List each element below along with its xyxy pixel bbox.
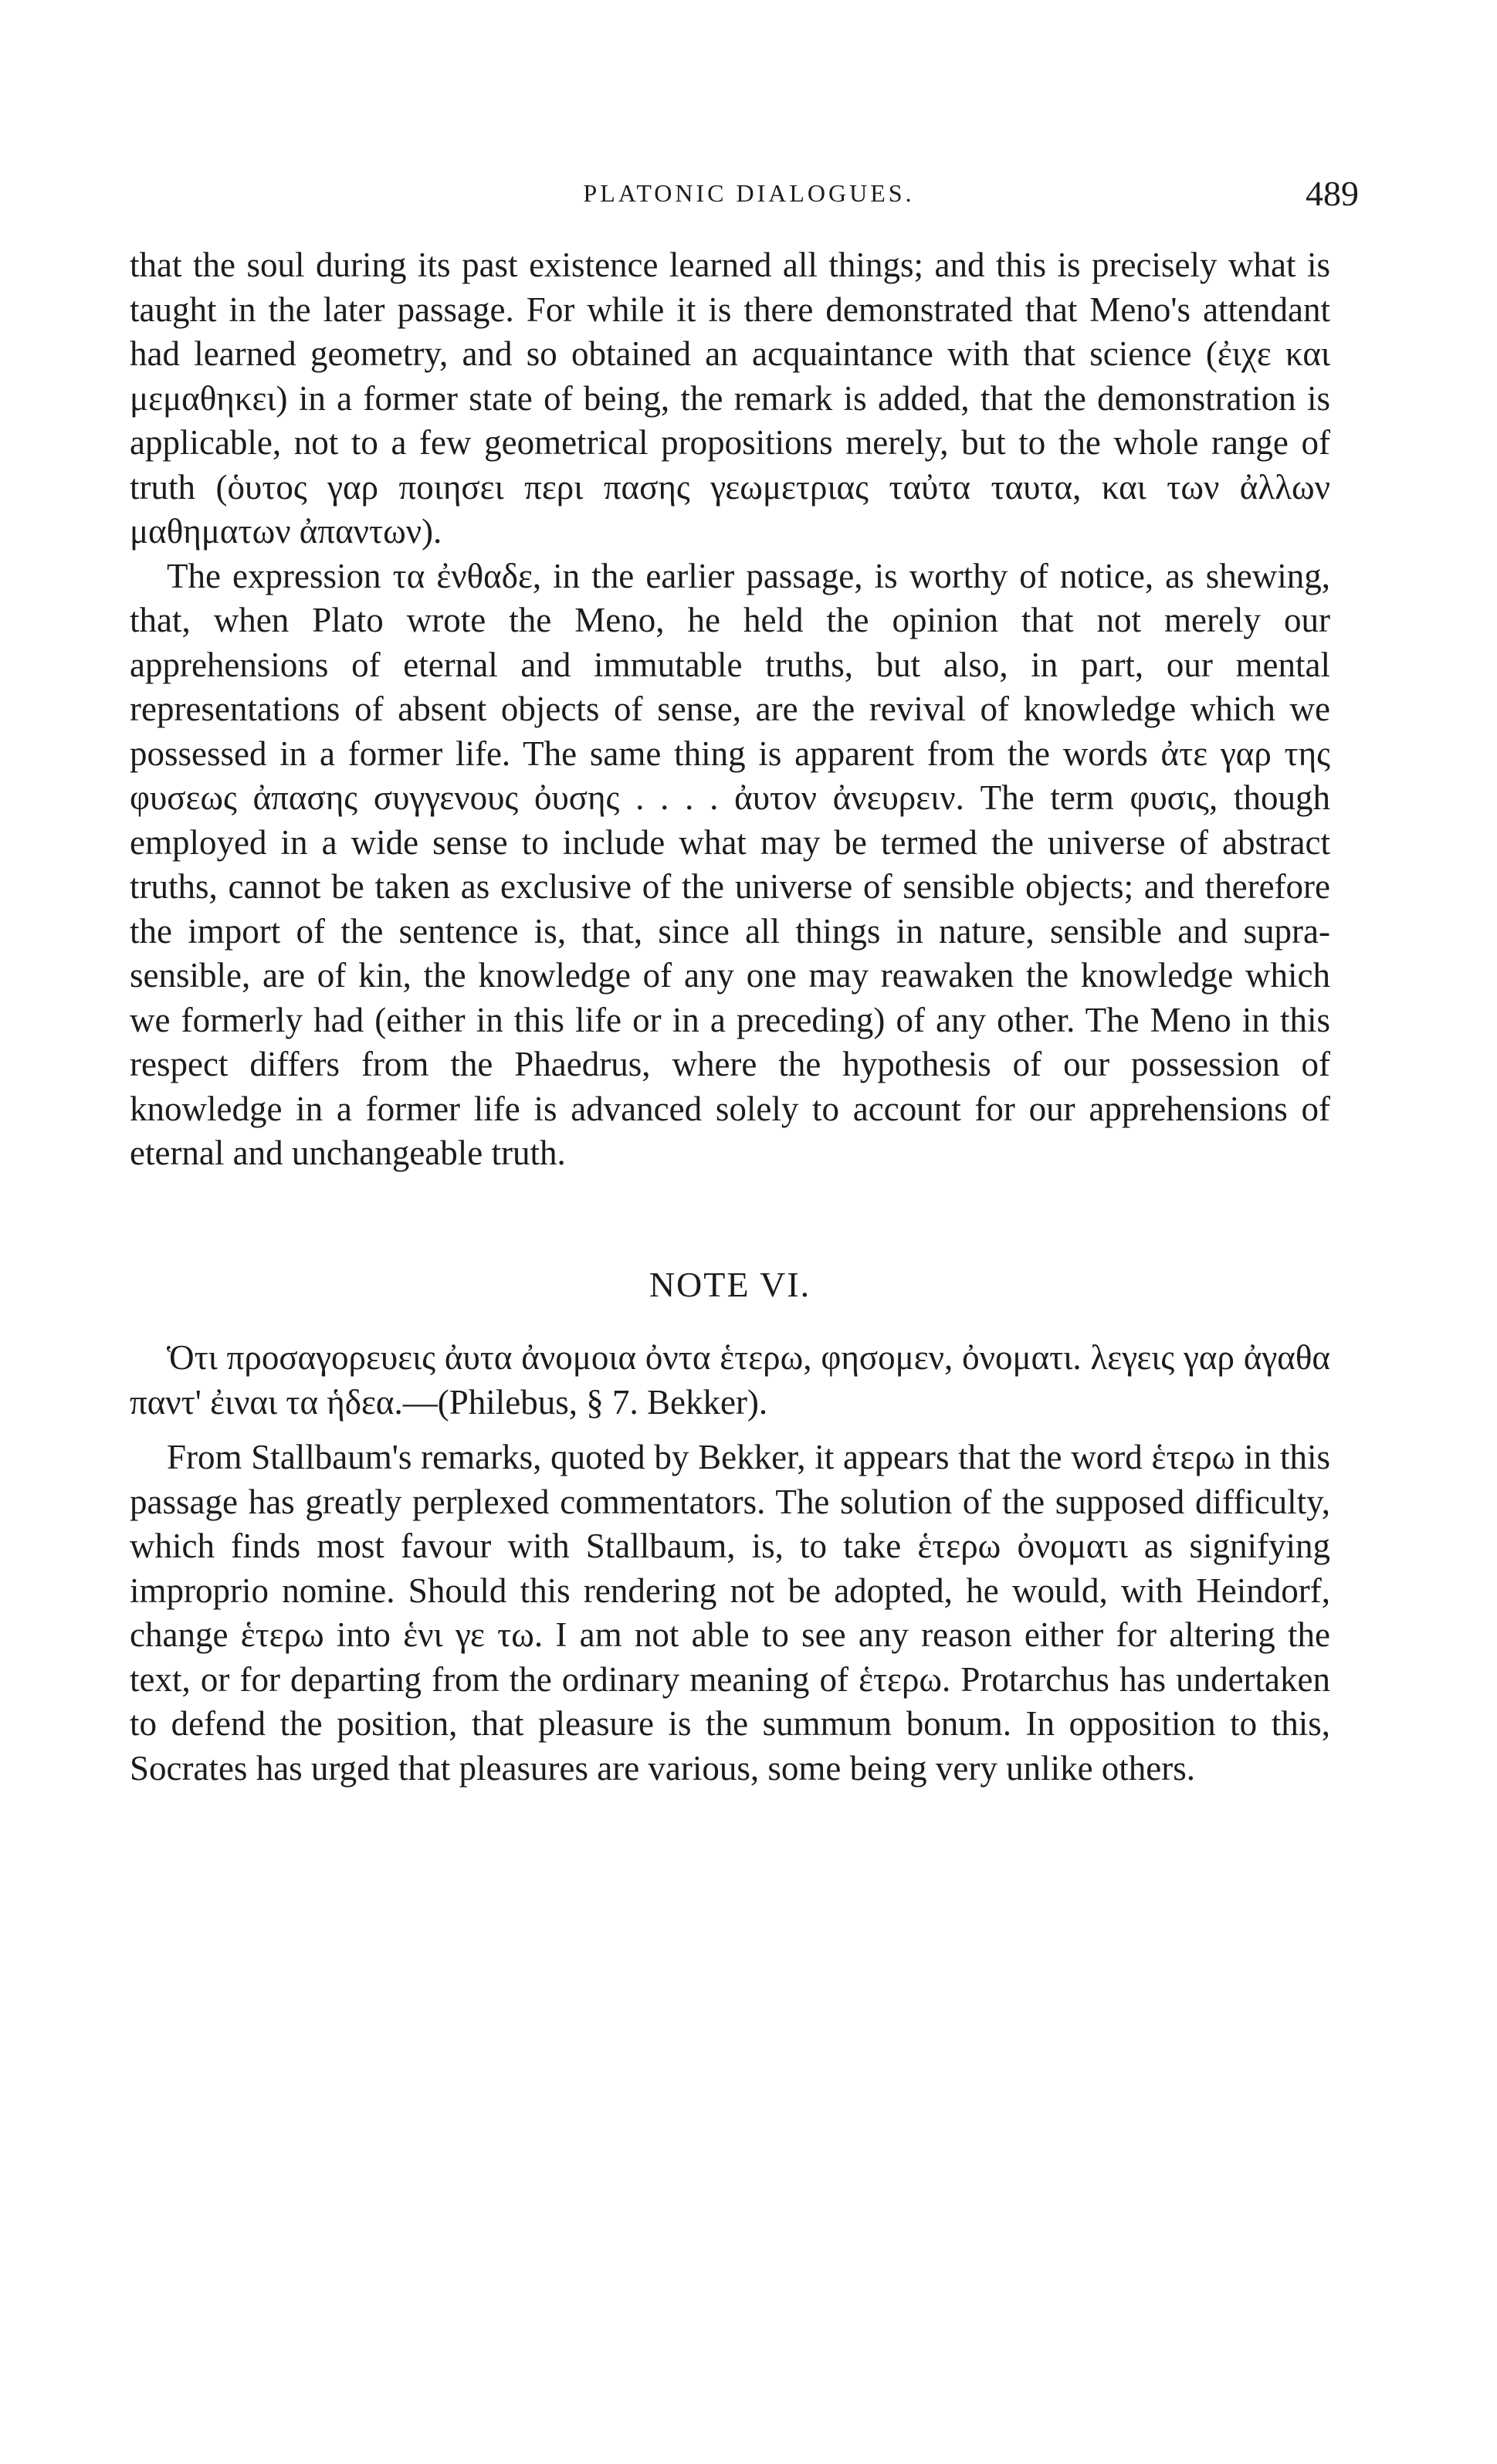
paragraph-2: The expression τα ἐνθαδε, in the earlier passage, is worthy of notice, as shewing, that, when Plato wrote the Meno, he held the opinion that not merely our apprehensions of eternal and immutable truths, but also, in part, our mental representations of absent objects of sense, are the revival of knowledge which we possessed in a former life. The same thing is apparent from the words ἀτε γαρ της φυσεως ἀπασης συγγενους ὀυσης . . . . ἀυτον ἀνευρειν. The term φυσις, though employed in a wide sense to include what may be termed the universe of abstract truths, cannot be taken as exclusive of the universe of sensible objects; and therefore the import of the sentence is, that, since all things in nature, sensible and supra-sensible, are of kin, the knowledge of any one may reawaken the knowledge which we formerly had (either in this life or in a preceding) of any other. The Meno in this respect differs from the Phaedrus, where the hypothesis of our possession of knowledge in a former life is advanced solely to account for our apprehensions of eternal and unchangeable truth. (130, 556, 1330, 1172)
note-epigraph: Ὁτι προσαγορευεις ἀυτα ἀνομοια ὀντα ἑτερω, φησομεν, ὀνοματι. λεγεις γαρ ἀγαθα παντ' ἐιναι τα ἡδεα.—(Philebus, § 7. Bekker). (130, 1338, 1330, 1422)
page-header (131, 176, 1367, 222)
running-head: PLATONIC DIALOGUES. (583, 179, 915, 207)
note-title: NOTE VI. (649, 1264, 811, 1304)
paragraph-1: that the soul during its past existence learned all things; and this is precisely what is taught in the later passage. For while it is there demonstrated that Meno's attendant had learned geometry, and so obtained an acquaintance with that science (ἐιχε και μεμαθηκει) in a former state of being, the remark is added, that the demonstration is applicable, not to a few geometrical propositions merely, but to the whole range of truth (ὁυτος γαρ ποιησει περι πασης γεωμετριας ταὐτα ταυτα, και των ἀλλων μαθηματων ἀπαντων). (130, 246, 1330, 551)
note-body: From Stallbaum's remarks, quoted by Bekker, it appears that the word ἑτερω in this passage has greatly perplexed commentators. The solution of the supposed difficulty, which finds most favour with Stallbaum, is, to take ἑτερω ὀνοματι as signifying improprio nomine. Should this rendering not be adopted, he would, with Heindorf, change ἑτερω into ἑνι γε τω. I am not able to see any reason either for altering the text, or for departing from the ordinary meaning of ἑτερω. Protarchus has undertaken to defend the position, that pleasure is the summum bonum. In opposition to this, Socrates has urged that pleasures are various, some being very unlike others. (130, 1438, 1330, 1788)
page-number: 489 (1306, 174, 1359, 213)
body-text (130, 243, 1330, 1791)
